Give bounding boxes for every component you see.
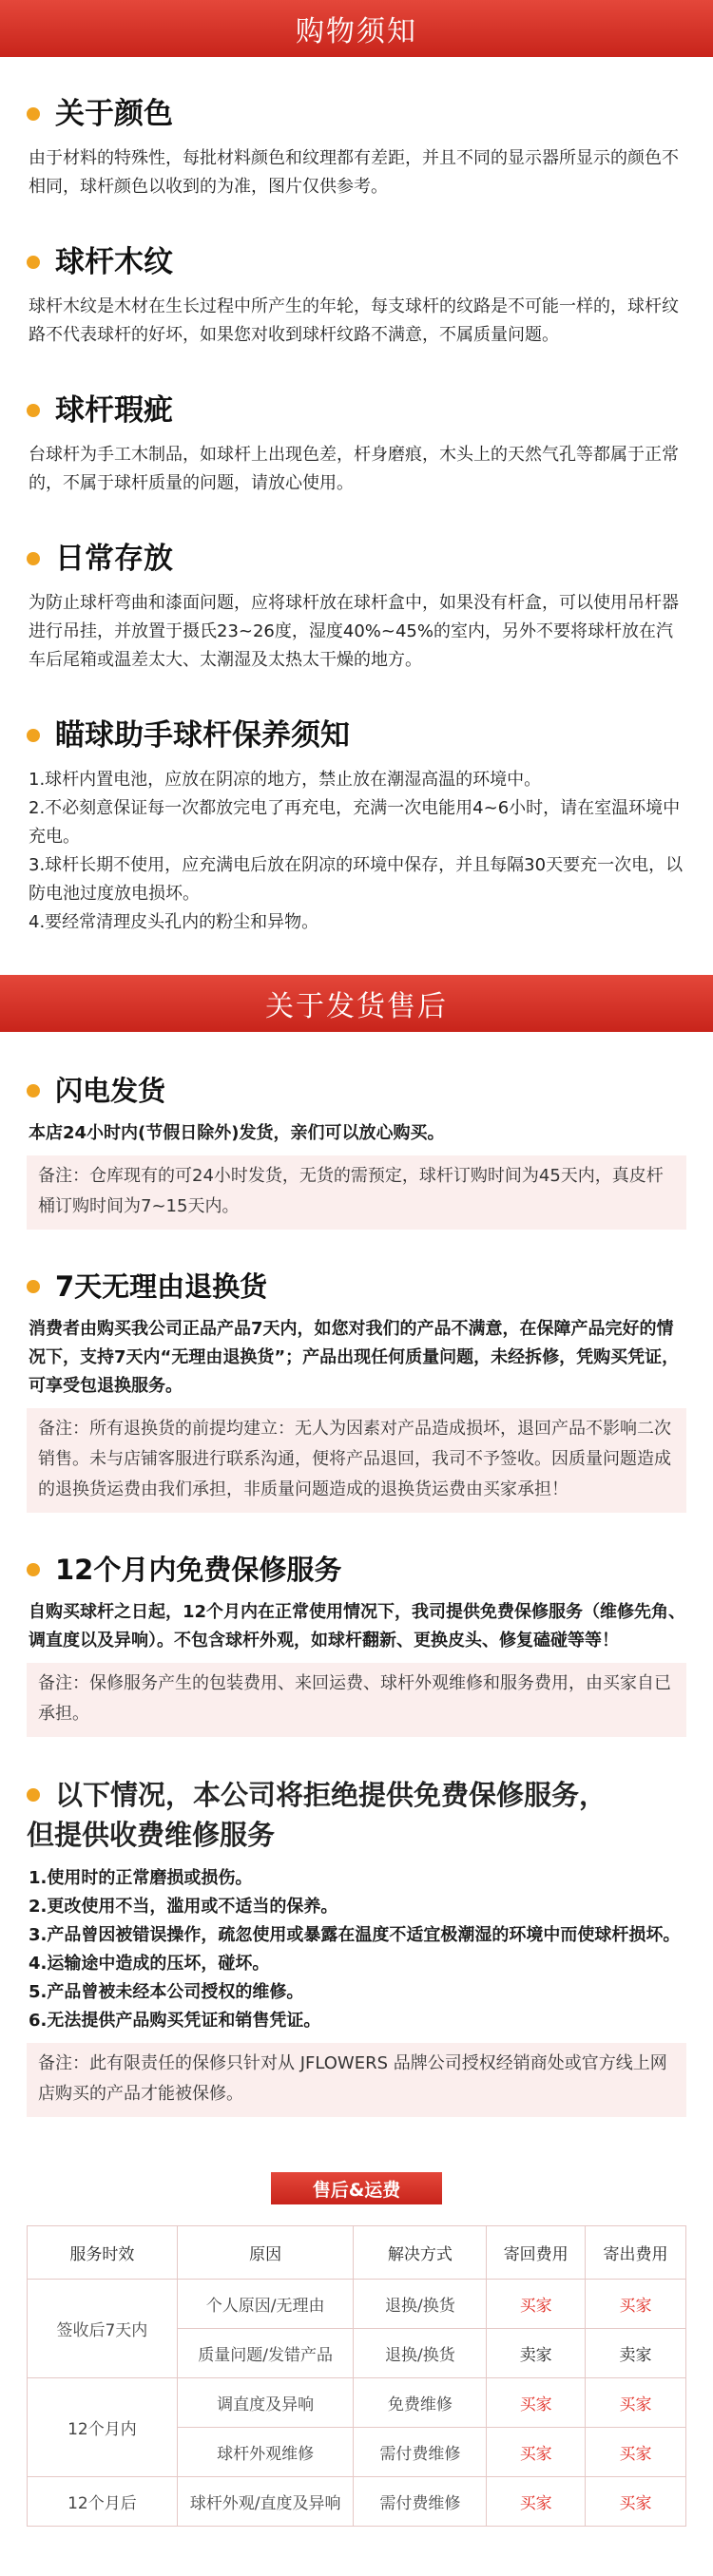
reason-cell: 调直度及异响 [177,2378,354,2428]
notice-item [27,391,686,498]
bullet-dot-icon [27,729,40,742]
bullet-dot-icon [27,1280,40,1293]
bullet-dot-icon [27,1563,40,1576]
refuse-line: 4.运输途中造成的压坏，碰坏。 [29,1954,270,1974]
notice-text: 1.球杆内置电池，应放在阴凉的地方，禁止放在潮湿高温的环境中。 [29,770,542,790]
return-title: 7天无理由退换货 [55,1270,268,1303]
notice-text: 球杆木纹是木材在生长过程中所产生的年轮，每支球杆的纹路是不可能一样的，球杆纹路不代表球杆的好坏，如果您对收到球杆纹路不满意，不属质量问题。 [29,296,679,345]
notice-text: 台球杆为手工木制品，如球杆上出现色差，杆身磨痕，木头上的天然气孔等都属于正常的，不属于球杆质量的问题，请放心使用。 [29,445,679,493]
notice-item [27,716,686,937]
solution-cell: 退换/换货 [354,2280,487,2329]
reason-cell: 球杆外观维修 [177,2428,354,2477]
notice-title: 日常存放 [55,542,173,576]
solution-cell: 需付费维修 [354,2477,487,2527]
return-fee-cell: 买家 [487,2428,586,2477]
table-row [28,2378,686,2428]
period-cell: 12个月后 [28,2477,178,2527]
period-cell: 签收后7天内 [28,2280,178,2378]
bullet-dot-icon [27,1084,40,1097]
bullet-dot-icon [27,1788,40,1802]
notice-title: 球杆木纹 [55,245,173,279]
shopping-notice-section [0,95,713,937]
ship-fee-cell: 买家 [586,2428,686,2477]
refuse-line: 2.更改使用不当，滥用或不适当的保养。 [29,1897,338,1917]
notice-title: 关于颜色 [55,97,173,131]
return-note: 备注：所有退换货的前提均建立：无人为因素对产品造成损坏，退回产品不影响二次销售。未与店铺客服进行联系沟通，便将产品退回，我司不予签收。因质量问题造成的退换货运费由我们承担，非质量问题造成的退换货运费由买家承担！ [27,1408,686,1513]
ship-fee-cell: 买家 [586,2477,686,2527]
return-text: 消费者由购买我公司正品产品7天内，如您对我们的产品不满意，在保障产品完好的情况下，支持7天内“无理由退换货”；产品出现任何质量问题，未经拆修，凭购买凭证，可享受包退换服务。 [29,1319,680,1396]
bullet-dot-icon [27,404,40,417]
after-sales-section [0,1072,713,2117]
ship-title: 闪电发货 [55,1075,166,1107]
refuse-line: 5.产品曾被未经本公司授权的维修。 [29,1982,304,2002]
col-header: 原因 [177,2226,354,2280]
repair-item [27,1551,686,1737]
repair-note: 备注：保修服务产生的包装费用、来回运费、球杆外观维修和服务费用，由买家自已承担。 [27,1663,686,1737]
col-header: 解决方式 [354,2226,487,2280]
reason-cell: 球杆外观/直度及异响 [177,2477,354,2527]
table-row [28,2477,686,2527]
solution-cell: 免费维修 [354,2378,487,2428]
notice-text: 由于材料的特殊性，每批材料颜色和纹理都有差距，并且不同的显示器所显示的颜色不相同，球杆颜色以收到的为准，图片仅供参考。 [29,148,679,197]
refuse-title-line1: 以下情况，本公司将拒绝提供免费保修服务， [55,1779,607,1811]
period-cell: 12个月内 [28,2378,178,2477]
refuse-item [27,1775,686,2117]
solution-cell: 退换/换货 [354,2329,487,2378]
return-fee-cell: 买家 [487,2378,586,2428]
bullet-dot-icon [27,107,40,121]
notice-item [27,540,686,675]
notice-item [27,243,686,350]
reason-cell: 个人原因/无理由 [177,2280,354,2329]
ship-note: 备注：仓库现有的可24小时发货，无货的需预定，球杆订购时间为45天内，真皮杆桶订购时间为7~15天内。 [27,1155,686,1230]
return-fee-cell: 买家 [487,2477,586,2527]
ship-item [27,1072,686,1230]
refuse-line: 3.产品曾因被错误操作，疏忽使用或暴露在温度不适宜极潮湿的环境中而使球杆损坏。 [29,1925,681,1945]
notice-item [27,95,686,201]
col-header: 服务时效 [28,2226,178,2280]
repair-title: 12个月内免费保修服务 [55,1554,342,1586]
return-fee-cell: 买家 [487,2280,586,2329]
notice-text: 4.要经常清理皮头孔内的粉尘和异物。 [29,912,319,932]
notice-title: 瞄球助手球杆保养须知 [55,718,350,753]
notice-title: 球杆瑕疵 [55,393,173,428]
after-sales-banner: 关于发货售后 [0,975,713,1032]
repair-text: 自购买球杆之日起，12个月内在正常使用情况下，我司提供免费保修服务（维修先角、调直度以及异响）。不包含球杆外观，如球杆翻新、更换皮头、修复磕碰等等！ [29,1602,686,1651]
notice-text: 2.不必刻意保证每一次都放完电了再充电，充满一次电能用4~6小时，请在室温环境中充电。 [29,798,681,847]
col-header: 寄出费用 [586,2226,686,2280]
table-row [28,2280,686,2329]
shopping-notice-banner: 购物须知 [0,0,713,57]
table-header-row [28,2226,686,2280]
refuse-line: 1.使用时的正常磨损或损伤。 [29,1868,253,1888]
refuse-line: 6.无法提供产品购买凭证和销售凭证。 [29,2011,321,2031]
return-fee-cell: 卖家 [487,2329,586,2378]
notice-text: 为防止球杆弯曲和漆面问题，应将球杆放在球杆盒中，如果没有杆盒，可以使用吊杆器进行吊挂，并放置于摄氏23~26度，湿度40%~45%的室内，另外不要将球杆放在汽车后尾箱或温差太大、太潮湿及太热太干燥的地方。 [29,593,679,670]
fee-table [27,2225,686,2527]
solution-cell: 需付费维修 [354,2428,487,2477]
return-item [27,1268,686,1513]
refuse-note: 备注：此有限责任的保修只针对从 JFLOWERS 品牌公司授权经销商处或官方线上网店购买的产品才能被保修。 [27,2043,686,2117]
ship-fee-cell: 买家 [586,2280,686,2329]
ship-text: 本店24小时内(节假日除外)发货，亲们可以放心购买。 [29,1123,445,1143]
refuse-title-line2: 但提供收费维修服务 [27,1819,276,1851]
ship-fee-cell: 买家 [586,2378,686,2428]
ship-fee-cell: 卖家 [586,2329,686,2378]
reason-cell: 质量问题/发错产品 [177,2329,354,2378]
bullet-dot-icon [27,552,40,565]
bullet-dot-icon [27,256,40,269]
notice-text: 3.球杆长期不使用，应充满电后放在阴凉的环境中保存，并且每隔30天要充一次电，以防电池过度放电损坏。 [29,855,684,904]
fee-table-banner: 售后&运费 [271,2172,442,2204]
col-header: 寄回费用 [487,2226,586,2280]
